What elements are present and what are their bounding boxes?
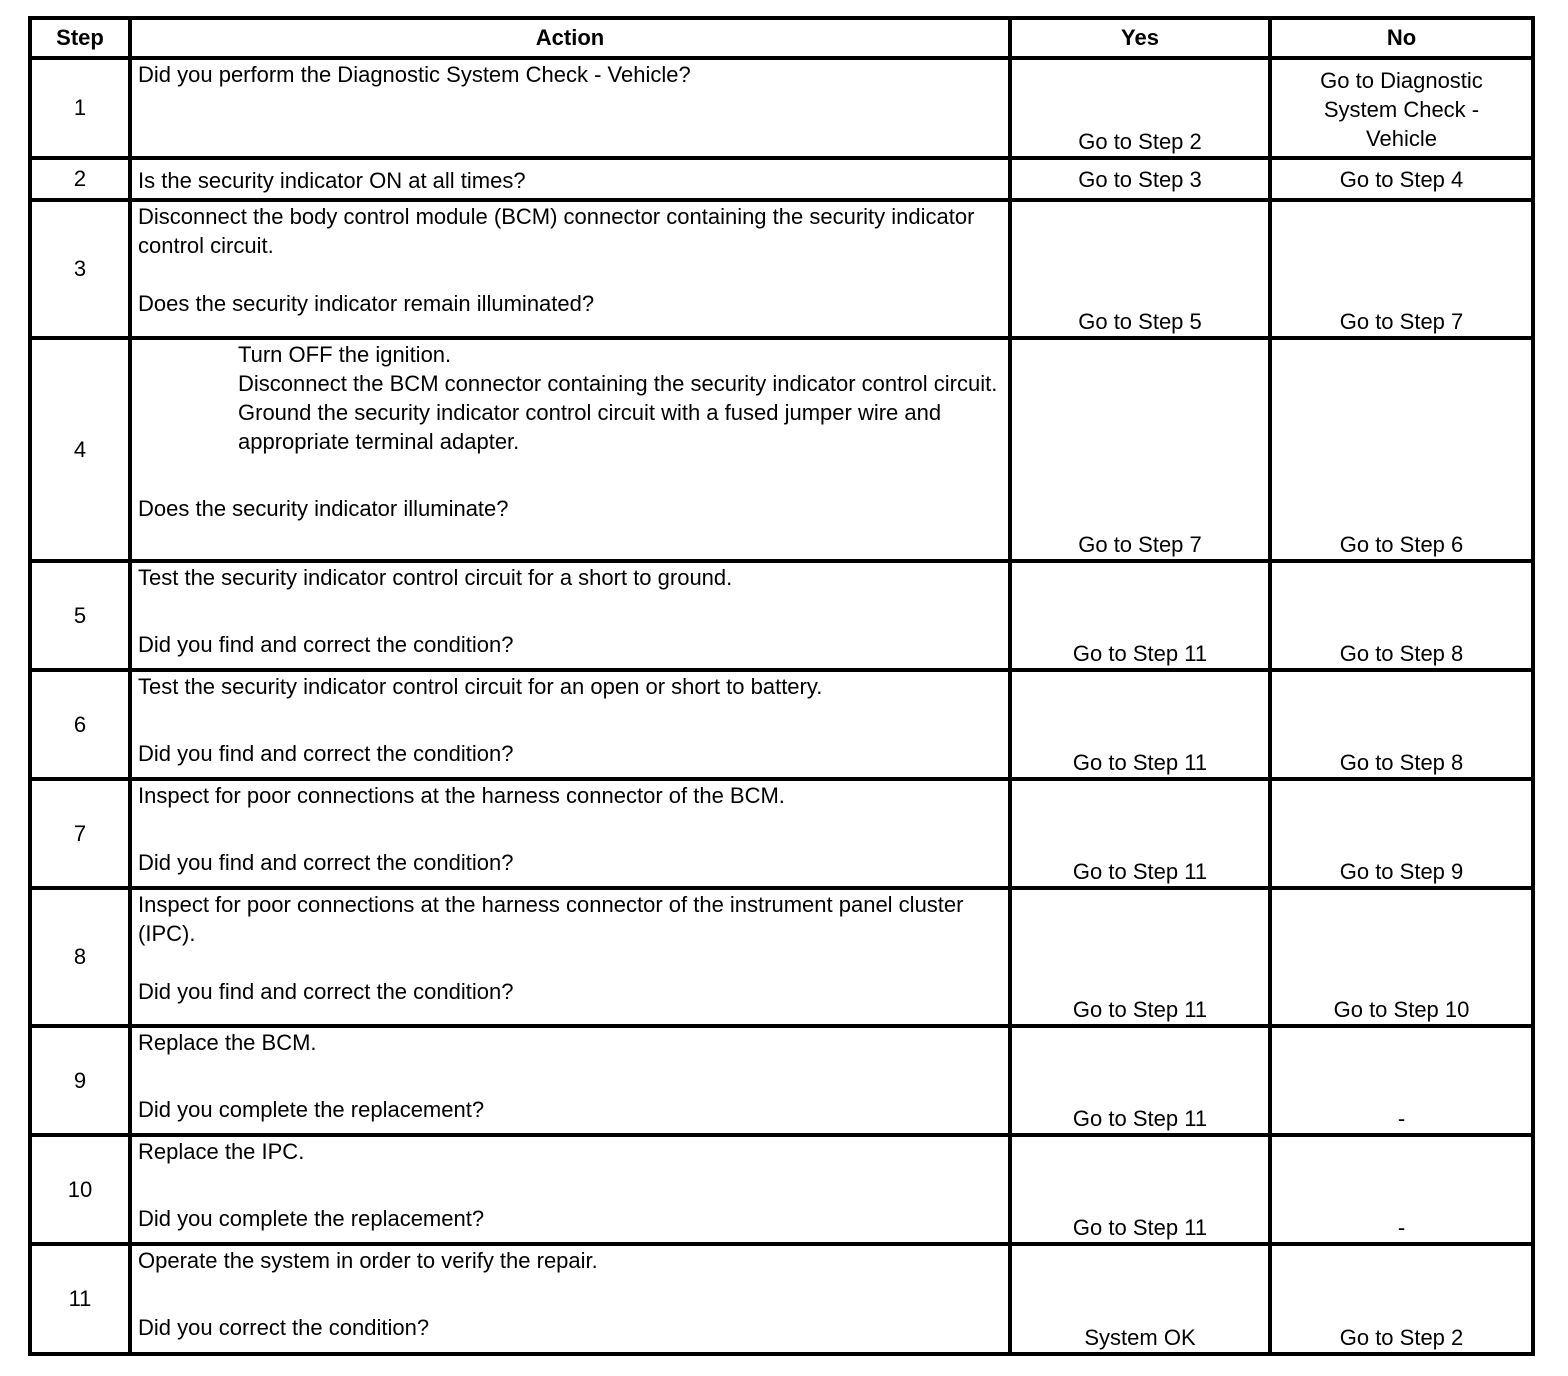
table-row — [30, 1026, 1533, 1135]
substep-list — [238, 340, 1002, 456]
action-text: Inspect for poor connections at the harness connector of the instrument panel cluster (IPC). — [138, 892, 964, 946]
yes-result: Go to Step 3 — [1010, 158, 1270, 200]
action-cell — [130, 561, 1010, 670]
action-cell — [130, 670, 1010, 779]
no-result: Go to Step 8 — [1270, 670, 1533, 779]
diagnostic-table — [28, 16, 1535, 1356]
no-result: Go to Step 8 — [1270, 561, 1533, 670]
no-result: Go to Step 7 — [1270, 200, 1533, 338]
substep-item: Disconnect the BCM connector containing the security indicator control circuit. — [238, 371, 998, 396]
substep-item: Turn OFF the ignition. — [238, 342, 452, 367]
action-text: Test the security indicator control circuit for a short to ground. — [138, 565, 733, 590]
action-text: Operate the system in order to verify the repair. — [138, 1248, 598, 1273]
yes-result: Go to Step 11 — [1010, 1026, 1270, 1135]
yes-result: Go to Step 11 — [1010, 779, 1270, 888]
no-result: - — [1270, 1135, 1533, 1244]
step-number: 4 — [30, 338, 130, 561]
yes-result: Go to Step 11 — [1010, 1135, 1270, 1244]
table-row — [30, 561, 1533, 670]
table-row — [30, 158, 1533, 200]
header-action: Action — [130, 18, 1010, 58]
header-no: No — [1270, 18, 1533, 58]
header-yes: Yes — [1010, 18, 1270, 58]
step-number: 9 — [30, 1026, 130, 1135]
no-result: - — [1270, 1026, 1533, 1135]
action-text: Replace the IPC. — [138, 1139, 305, 1164]
action-question: Did you find and correct the condition? — [138, 979, 514, 1004]
action-cell — [130, 58, 1010, 158]
yes-result: Go to Step 5 — [1010, 200, 1270, 338]
header-step: Step — [30, 18, 130, 58]
step-number: 1 — [30, 58, 130, 158]
action-text: Inspect for poor connections at the harness connector of the BCM. — [138, 783, 785, 808]
action-text: Test the security indicator control circuit for an open or short to battery. — [138, 674, 823, 699]
action-cell — [130, 1026, 1010, 1135]
action-question: Did you complete the replacement? — [138, 1097, 485, 1122]
action-text: Replace the BCM. — [138, 1030, 317, 1055]
yes-result: Go to Step 11 — [1010, 670, 1270, 779]
action-text: Is the security indicator ON at all times? — [138, 167, 526, 193]
no-result: Go to Step 6 — [1270, 338, 1533, 561]
yes-result: Go to Step 2 — [1010, 58, 1270, 158]
action-question: Did you find and correct the condition? — [138, 850, 514, 875]
action-cell — [130, 779, 1010, 888]
table-row — [30, 1135, 1533, 1244]
action-cell — [130, 158, 1010, 200]
no-result: Go to Diagnostic System Check - Vehicle — [1270, 58, 1533, 158]
step-number: 8 — [30, 888, 130, 1026]
step-number: 11 — [30, 1244, 130, 1354]
step-number: 2 — [30, 158, 130, 200]
table-row — [30, 1244, 1533, 1354]
table-row — [30, 58, 1533, 158]
action-cell — [130, 888, 1010, 1026]
action-question: Does the security indicator illuminate? — [138, 496, 509, 521]
header-row — [30, 18, 1533, 58]
no-result: Go to Step 4 — [1270, 158, 1533, 200]
action-cell — [130, 1135, 1010, 1244]
action-cell — [130, 200, 1010, 338]
action-question: Did you find and correct the condition? — [138, 632, 514, 657]
yes-result: Go to Step 11 — [1010, 561, 1270, 670]
yes-result: Go to Step 7 — [1010, 338, 1270, 561]
step-number: 10 — [30, 1135, 130, 1244]
action-cell — [130, 1244, 1010, 1354]
step-number: 5 — [30, 561, 130, 670]
action-question: Did you complete the replacement? — [138, 1206, 485, 1231]
substep-item: Ground the security indicator control circuit with a fused jumper wire and appropriate terminal adapter. — [238, 400, 942, 454]
action-cell — [130, 338, 1010, 561]
action-question: Did you correct the condition? — [138, 1315, 430, 1340]
action-text: Disconnect the body control module (BCM) connector containing the security indicator control circuit. — [138, 204, 975, 258]
step-number: 3 — [30, 200, 130, 338]
no-result: Go to Step 2 — [1270, 1244, 1533, 1354]
table-row — [30, 670, 1533, 779]
no-result: Go to Step 10 — [1270, 888, 1533, 1026]
yes-result: System OK — [1010, 1244, 1270, 1354]
action-text: Did you perform the Diagnostic System Check - Vehicle? — [138, 62, 691, 87]
table-row — [30, 779, 1533, 888]
step-number: 7 — [30, 779, 130, 888]
no-result: Go to Step 9 — [1270, 779, 1533, 888]
table-row — [30, 200, 1533, 338]
yes-result: Go to Step 11 — [1010, 888, 1270, 1026]
table-row — [30, 338, 1533, 561]
action-question: Does the security indicator remain illuminated? — [138, 291, 595, 316]
table-row — [30, 888, 1533, 1026]
action-question: Did you find and correct the condition? — [138, 741, 514, 766]
step-number: 6 — [30, 670, 130, 779]
